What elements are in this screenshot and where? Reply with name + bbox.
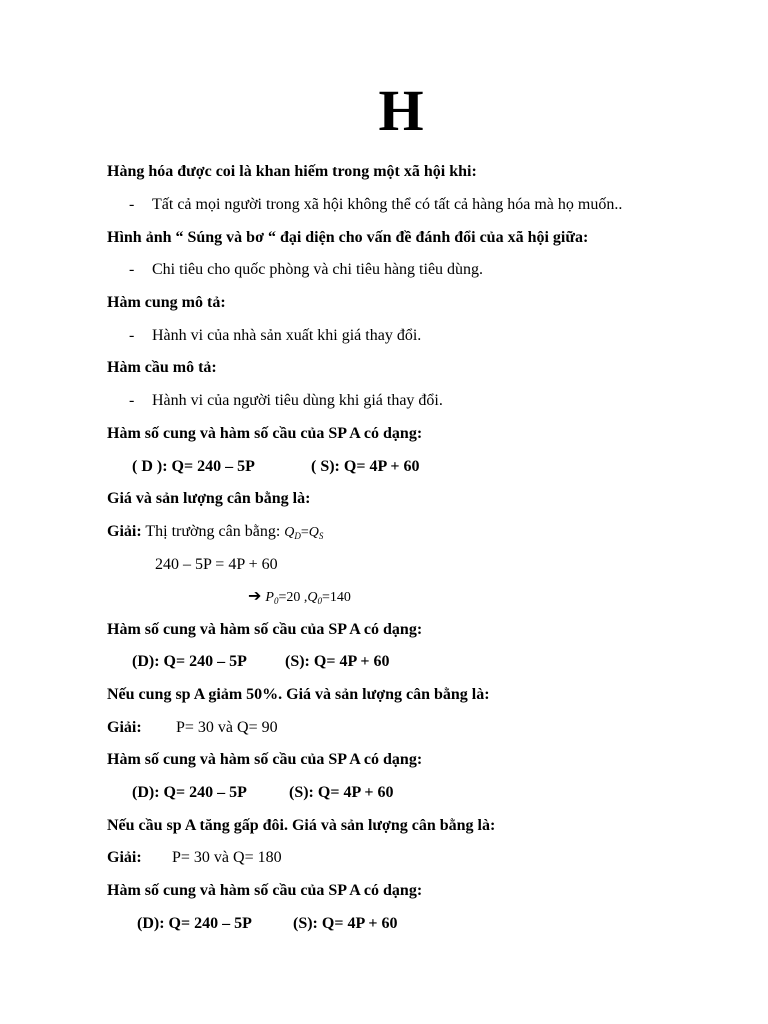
demand-function: (D): Q= 240 – 5P <box>137 915 252 932</box>
math-operator: = <box>300 525 309 540</box>
solution-label: Giải: <box>107 849 142 866</box>
math-subscript: 0 <box>273 596 279 606</box>
question-11: Hàm số cung và hàm số cầu của SP A có dạng: <box>107 882 423 899</box>
question-9: Hàm số cung và hàm số cầu của SP A có dạng: <box>107 751 423 768</box>
answer-2: Chi tiêu cho quốc phòng và chi tiêu hàng tiêu dùng. <box>152 261 484 278</box>
solution-text: Thị trường cân bằng: <box>145 523 281 540</box>
document-heading: H <box>378 78 424 143</box>
solution-answer: P= 30 và Q= 90 <box>176 719 278 736</box>
answer-3: Hành vi của nhà sản xuất khi giá thay đổi. <box>152 327 422 344</box>
math-value: =140 <box>322 590 351 605</box>
solution-result <box>248 586 351 611</box>
question-6: Giá và sản lượng cân bằng là: <box>107 490 311 507</box>
result-formula <box>265 590 351 605</box>
bullet-dash: - <box>129 261 135 278</box>
solution-line <box>107 718 142 738</box>
solution-label: Giải: <box>107 523 142 540</box>
solution-line <box>107 522 323 546</box>
math-symbol: Q <box>284 525 295 540</box>
solution-answer: P= 30 và Q= 180 <box>172 849 282 866</box>
question-5: Hàm số cung và hàm số cầu của SP A có dạng: <box>107 425 423 442</box>
demand-function: (D): Q= 240 – 5P <box>132 653 247 670</box>
math-symbol: Q <box>307 590 318 605</box>
math-value: =20 , <box>278 590 308 605</box>
demand-function: ( D ): Q= 240 – 5P <box>132 458 255 475</box>
solution-label: Giải: <box>107 719 142 736</box>
bullet-dash: - <box>129 196 135 213</box>
answer-4: Hành vi của người tiêu dùng khi giá thay đổi. <box>152 392 443 409</box>
solution-equation: 240 – 5P = 4P + 60 <box>155 556 278 573</box>
math-symbol: P <box>265 590 274 605</box>
question-10: Nếu cầu sp A tăng gấp đôi. Giá và sản lượng cân bằng là: <box>107 817 496 834</box>
supply-function: ( S): Q= 4P + 60 <box>311 458 420 475</box>
arrow-right-icon: ➔ <box>248 586 262 605</box>
question-3: Hàm cung mô tả: <box>107 294 226 311</box>
answer-1: Tất cả mọi người trong xã hội không thể có tất cả hàng hóa mà họ muốn.. <box>152 196 623 213</box>
question-4: Hàm cầu mô tả: <box>107 359 217 376</box>
supply-function: (S): Q= 4P + 60 <box>293 915 398 932</box>
equilibrium-condition <box>284 525 323 540</box>
question-2: Hình ảnh “ Súng và bơ “ đại diện cho vấn đề đánh đổi của xã hội giữa: <box>107 229 589 246</box>
question-8: Nếu cung sp A giảm 50%. Giá và sản lượng cân bằng là: <box>107 686 490 703</box>
question-7: Hàm số cung và hàm số cầu của SP A có dạng: <box>107 621 423 638</box>
bullet-dash: - <box>129 392 135 409</box>
supply-function: (S): Q= 4P + 60 <box>289 784 394 801</box>
solution-line <box>107 848 142 868</box>
supply-function: (S): Q= 4P + 60 <box>285 653 390 670</box>
math-symbol: Q <box>308 525 319 540</box>
math-subscript: D <box>294 531 301 541</box>
math-subscript: 0 <box>317 596 322 606</box>
question-1: Hàng hóa được coi là khan hiếm trong một xã hội khi: <box>107 163 477 180</box>
math-subscript: S <box>318 531 324 541</box>
bullet-dash: - <box>129 327 135 344</box>
demand-function: (D): Q= 240 – 5P <box>132 784 247 801</box>
